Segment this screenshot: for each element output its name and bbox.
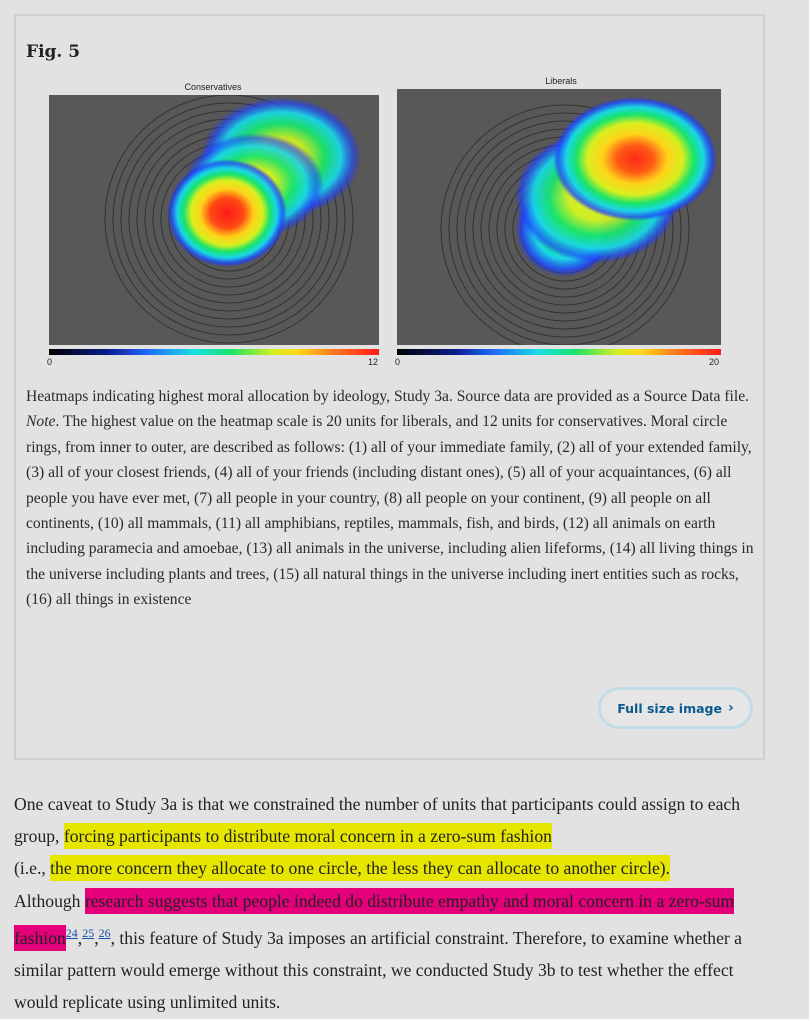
citation-link-24[interactable]: 24 bbox=[65, 925, 78, 940]
highlight-yellow-2: the more concern they allocate to one circle, the less they can allocate to another circle). bbox=[50, 855, 670, 881]
scale-max-liberals: 20 bbox=[709, 357, 720, 367]
highlight-magenta: research suggests that people indeed do distribute empathy and moral concern in a zero-sum fashion bbox=[14, 888, 734, 951]
caption-text-1: Heatmaps indicating highest moral allocation by ideology, Study 3a. Source data are provided as a Source Data file. bbox=[26, 388, 750, 405]
heat-blob-core bbox=[167, 159, 287, 267]
heatmap-liberals bbox=[397, 89, 721, 345]
citation-link-26[interactable]: 26 bbox=[98, 925, 111, 940]
figure-label: Fig. 5 bbox=[26, 42, 81, 62]
body-paragraph: One caveat to Study 3a is that we constrained the number of units that participants could assign to each group, forcing participants to distribute moral concern in a zero-sum fashion (i.e., the more concern they allocate to one circle, the less they can allocate to another circle). Although research suggests that people indeed do distribute empathy and moral concern in a zero-sum fashion$^{24}$,$^{25}$,$^{26}$, this feature of Study 3a imposes an artificial constraint. Therefore, to examine whether a similar pattern would emerge without this constraint, we conducted Study 3b to test whether the effect would replicate using unlimited units. bbox=[14, 794, 742, 1013]
body-text-4: , this feature of Study 3a imposes an artificial constraint. Therefore, to examine whether a similar pattern would emerge without this constraint, we conducted Study 3b to test whether the effect would replicate using unlimited units. bbox=[14, 927, 742, 1013]
heatmap-conservatives bbox=[49, 95, 379, 345]
scale-min-liberals: 0 bbox=[395, 357, 401, 367]
caption-text-2: . The highest value on the heatmap scale is 20 units for liberals, and 12 units for conservatives. Moral circle rings, from inner to outer, are described as follows: (1) all of your immediate family, (2) all of your extended family, (3) all of your closest friends, (4) all of your friends (including distant ones), (5) all of your acquaintances, (6) all people you have ever met, (7) all people in your country, (8) all people on your continent, (9) all people on all continents, (10) all mammals, (11) all amphibians, reptiles, mammals, fish, and birds, (12) all animals on earth including paramecia and amoebae, (13) all animals in the universe, including alien lifeforms, (14) all living things in the universe including plants and trees, (15) all natural things in the universe including inert entities such as rocks, (16) all things in existence bbox=[26, 413, 754, 609]
colorbar-conservatives bbox=[49, 349, 379, 355]
full-size-image-button[interactable] bbox=[598, 687, 753, 729]
body-text-2: (i.e., bbox=[14, 858, 51, 879]
colorbar-liberals bbox=[397, 349, 721, 355]
panel-title-conservatives: Conservatives bbox=[184, 82, 242, 92]
highlight-yellow-1: forcing participants to distribute moral concern in a zero-sum fashion bbox=[64, 823, 552, 849]
heat-blob-core bbox=[553, 97, 717, 221]
panel-title-liberals: Liberals bbox=[545, 76, 577, 86]
scale-max-conservatives: 12 bbox=[368, 357, 379, 367]
figure-container bbox=[14, 14, 765, 760]
full-size-image-label: Full size image bbox=[617, 700, 722, 716]
caption-note-label: Note bbox=[26, 413, 56, 431]
figure-caption bbox=[26, 384, 756, 613]
chevron-right-icon: › bbox=[727, 700, 734, 716]
body-text-1: One caveat to Study 3a is that we constrained the number of units that participants could assign to each group, bbox=[14, 794, 741, 847]
body-text-3: Although bbox=[14, 890, 85, 911]
citation-link-25[interactable]: 25 bbox=[82, 925, 95, 940]
scale-min-conservatives: 0 bbox=[47, 357, 53, 367]
